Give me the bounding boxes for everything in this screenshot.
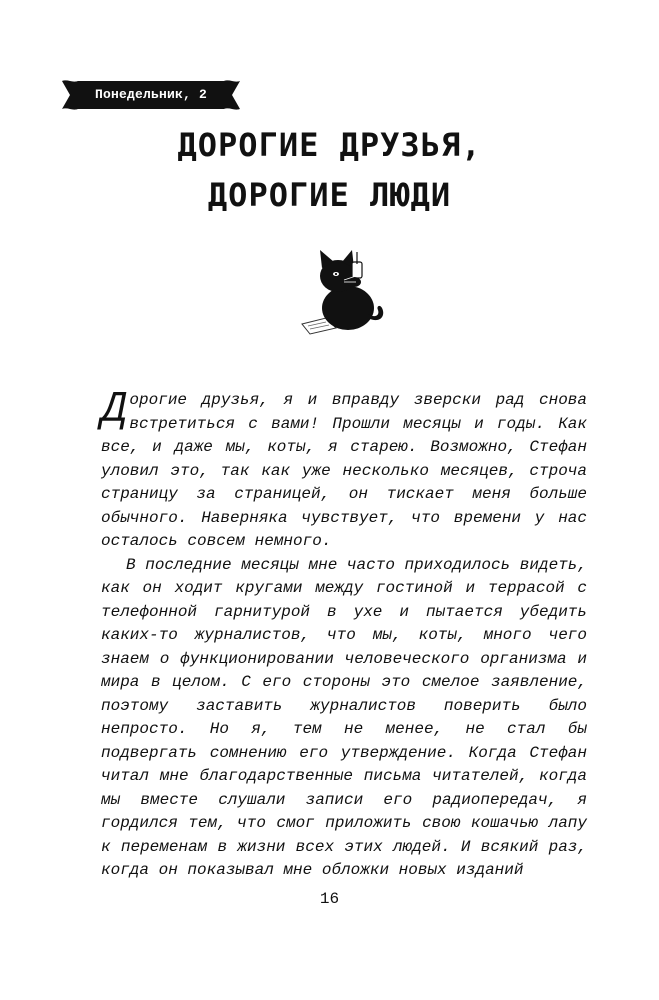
chapter-title-line-1: ДОРОГИЕ ДРУЗЬЯ, (177, 126, 482, 164)
cat-drinking-icon (296, 246, 388, 338)
drop-cap: Д (101, 385, 128, 435)
day-label: Понедельник, 2 (94, 87, 208, 102)
chapter-title-line-2: ДОРОГИЕ ЛЮДИ (207, 176, 452, 214)
paragraph (101, 385, 587, 554)
paragraph: В последние месяцы мне часто приходилось видеть, как он ходит кругами между гостиной и террасой с телефонной гарнитурой в ухе и пытается убедить каких-то журналистов, что мы, коты, много чего знаем о функционировании человеческого организма и мира в целом. С его стороны это смелое заявление, поэтому заставить журналистов поверить было непросто. Но я, тем не менее, не стал бы подвергать сомнению его утверждение. Когда Стефан читал мне благодарственные письма читателей, когда мы вместе слушали записи его радиопередач, я гордился тем, что смог приложить свою кошачью лапу к переменам в жизни всех этих людей. И всякий раз, когда он показывал мне обложки новых изданий (101, 555, 587, 879)
chapter-body-text (101, 385, 587, 883)
chapter-day-banner (62, 78, 240, 112)
page-number: 16 (319, 890, 340, 908)
paragraph-1-text: орогие друзья, я и вправду зверски рад снова встретиться с вами! Прошли месяцы и годы. Как все, и даже мы, коты, я старею. Возможно, Стефан уловил это, так как уже несколько месяцев, строча страницу за страницей, он тискает меня больше обычного. Наверняка чувствует, что времени у нас осталось совсем немного. (101, 391, 587, 550)
